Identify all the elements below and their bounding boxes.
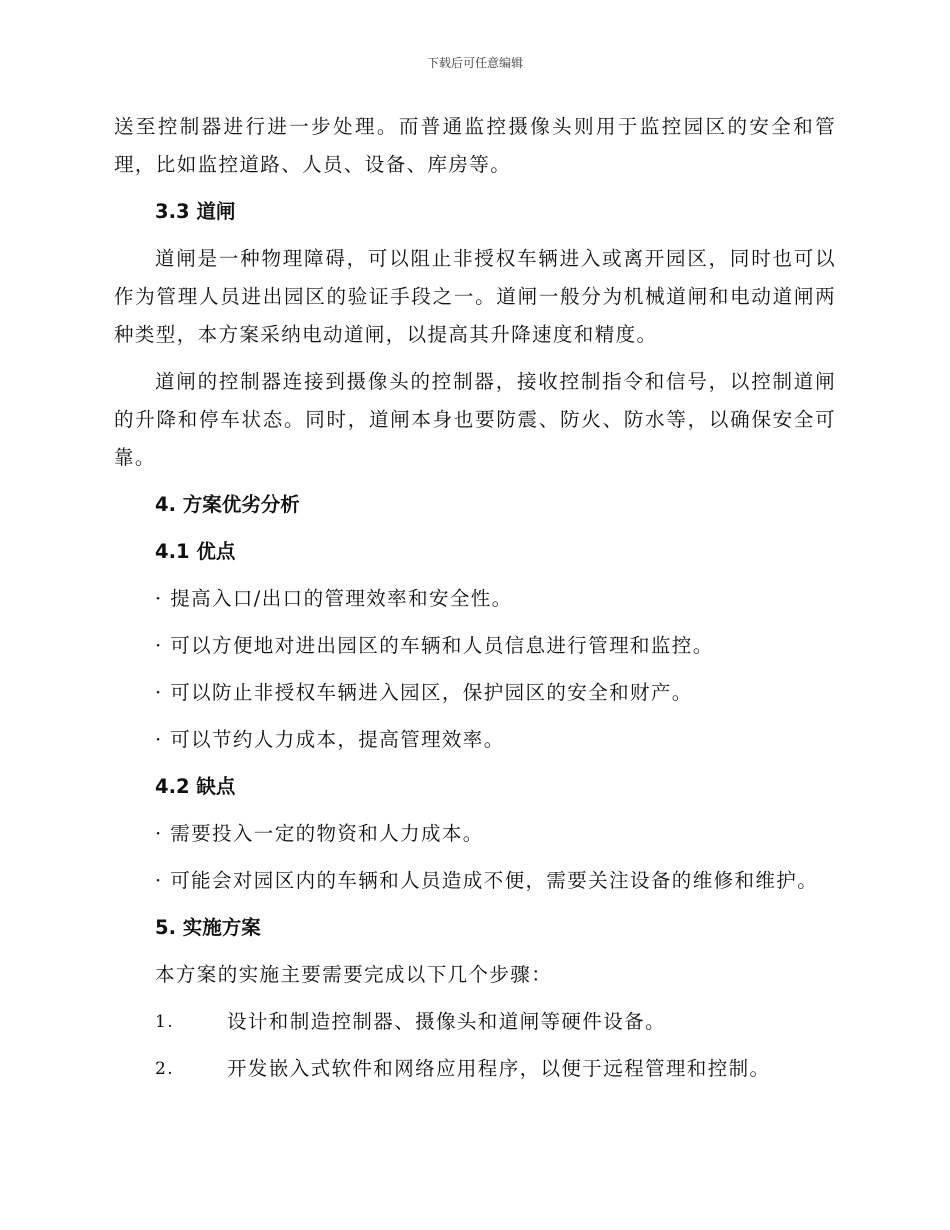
- list-item: · 需要投入一定的物资和人力成本。: [155, 822, 484, 845]
- document-body: [114, 108, 836, 1088]
- paragraph: 道闸的控制器连接到摄像头的控制器，接收控制指令和信号，以控制道闸的升降和停车状态。同时，道闸本身也要防震、防火、防水等，以确保安全可靠。: [114, 370, 836, 469]
- section-heading-4-2: 4.2 缺点: [155, 775, 236, 798]
- section-heading-4: 4. 方案优劣分析: [155, 493, 300, 516]
- list-item: · 可以防止非授权车辆进入园区，保护园区的安全和财产。: [155, 681, 693, 704]
- paragraph: 道闸是一种物理障碍，可以阻止非授权车辆进入或离开园区，同时也可以作为管理人员进出园区的验证手段之一。道闸一般分为机械道闸和电动道闸两种类型，本方案采纳电动道闸，以提高其升降速度和精度。: [114, 247, 836, 346]
- list-text: 设计和制造控制器、摄像头和道闸等硬件设备。: [227, 1010, 666, 1033]
- ordered-list-item: [114, 1050, 836, 1088]
- list-number: 2.: [155, 1059, 175, 1079]
- ordered-list-item: [114, 1003, 836, 1041]
- section-heading-4-1: 4.1 优点: [155, 540, 236, 563]
- list-item: · 可能会对园区内的车辆和人员造成不便，需要关注设备的维修和维护。: [155, 869, 819, 892]
- list-number: 1.: [155, 1012, 175, 1032]
- list-item: · 可以方便地对进出园区的车辆和人员信息进行管理和监控。: [155, 634, 714, 657]
- paragraph: 本方案的实施主要需要完成以下几个步骤：: [155, 963, 553, 986]
- list-item: · 可以节约人力成本，提高管理效率。: [155, 728, 505, 751]
- list-text: 开发嵌入式软件和网络应用程序，以便于远程管理和控制。: [227, 1057, 771, 1080]
- paragraph: 送至控制器进行进一步处理。而普通监控摄像头则用于监控园区的安全和管理，比如监控道路、人员、设备、库房等。: [114, 115, 836, 176]
- section-heading-5: 5. 实施方案: [155, 916, 261, 939]
- list-item: · 提高入口/出口的管理效率和安全性。: [155, 587, 513, 610]
- section-heading-3-3: 3.3 道闸: [155, 200, 236, 223]
- page-header: 下载后可任意编辑: [426, 56, 523, 70]
